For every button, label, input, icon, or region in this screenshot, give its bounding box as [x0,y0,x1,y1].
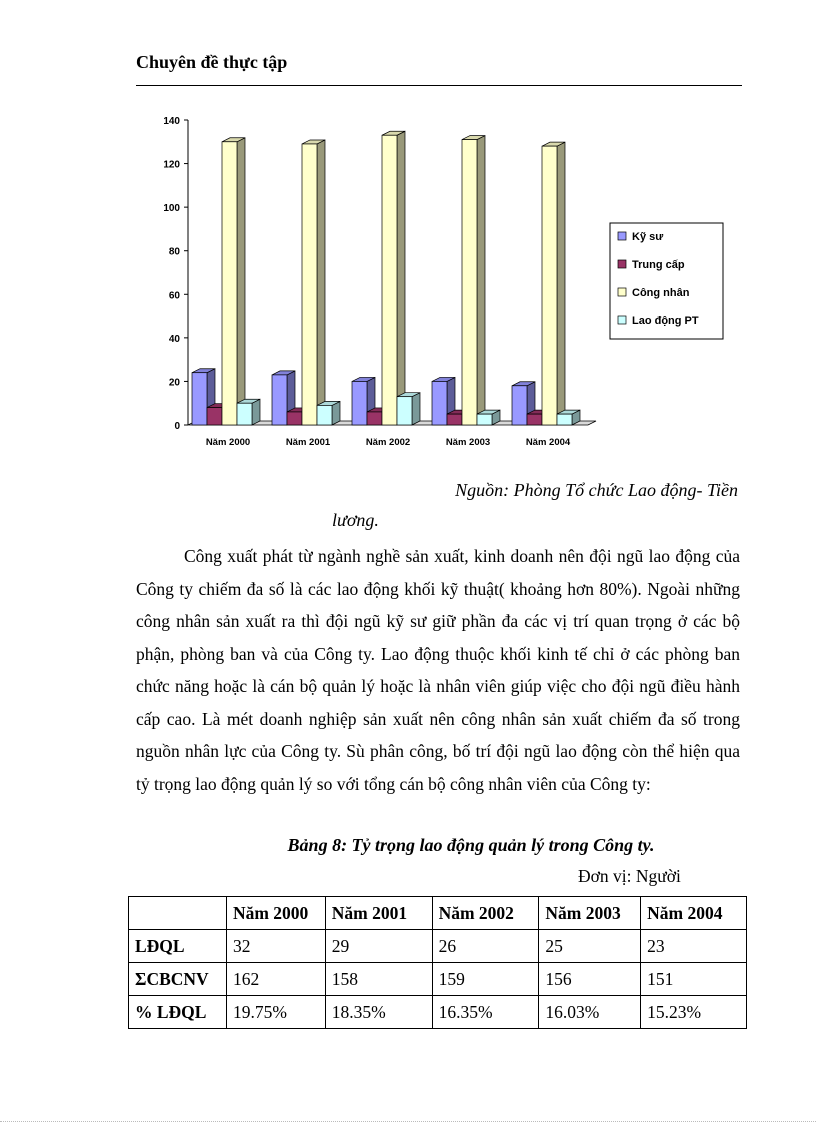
x-tick-label: Năm 2000 [205,437,251,448]
bar [287,412,302,425]
bar-side [557,142,565,425]
bar-side [237,138,245,425]
bar [397,397,412,425]
bar [512,386,527,425]
y-tick-label: 100 [163,203,180,215]
table-header-cell: Năm 2004 [641,897,747,930]
bar [222,142,237,425]
y-tick-label: 40 [168,333,180,345]
table-cell: 16.03% [539,996,641,1029]
table-header-cell: Năm 2003 [539,897,641,930]
bar-side [477,136,485,425]
table-cell: 29 [325,930,432,963]
table-cell: 16.35% [432,996,539,1029]
bar-side [317,140,325,425]
x-tick-label: Năm 2002 [365,437,411,448]
bar [367,412,382,425]
bar [352,381,367,425]
bar [192,373,207,425]
bar [477,414,492,425]
table-header-cell: Năm 2001 [325,897,432,930]
table-row-label: LĐQL [129,930,227,963]
bar [302,144,317,425]
bar-chart [150,105,740,470]
legend-swatch [618,316,626,324]
bar [272,375,287,425]
bar [432,381,447,425]
source-note-continued: lương. [332,510,379,530]
table-cell: 15.23% [641,996,747,1029]
legend-swatch [618,232,626,240]
table-cell: 18.35% [325,996,432,1029]
y-tick-label: 60 [168,290,180,302]
table-unit-note: Đơn vị: Người [578,866,681,886]
y-tick-label: 80 [168,246,180,258]
labor-table [128,896,747,1029]
x-tick-label: Năm 2001 [285,437,331,448]
y-tick-label: 0 [174,421,180,432]
table-cell: 156 [539,963,641,996]
legend-label: Công nhân [632,287,690,299]
bar-side [412,393,420,425]
legend-swatch [618,260,626,268]
table-cell: 25 [539,930,641,963]
bar [317,405,332,425]
table-row [129,930,747,963]
body-paragraph: Công xuất phát từ ngành nghề sản xuất, kinh doanh nên đội ngũ lao động của Công ty chiếm đa số là các lao động khối kỹ thuật( khoảng hơn 80%). Ngoài những công nhân sản xuất ra thì đội ngũ kỹ sư giữ phần đa các vị trí quan trọng ở các bộ phận, phòng ban và của Công ty. Lao động thuộc khối kinh tế chỉ ở các phòng ban chức năng hoặc là cán bộ quản lý hoặc là nhân viên giúp việc cho đội ngũ điều hành cấp cao. Là mét doanh nghiệp sản xuất nên công nhân sản xuất chiếm đa số trong nguồn nhân lực của Công ty. Sù phân công, bố trí đội ngũ lao động còn thể hiện qua tỷ trọng lao động quản lý so với tổng cán bộ công nhân viên của Công ty: [136,546,740,794]
table-row-label: % LĐQL [129,996,227,1029]
bar-side [397,131,405,425]
table-row [129,996,747,1029]
y-tick-label: 20 [168,377,180,389]
bar [542,146,557,425]
page-bottom-border [0,1121,816,1122]
bar [527,414,542,425]
table-cell: 151 [641,963,747,996]
bar [382,135,397,425]
table-cell: 19.75% [226,996,325,1029]
bar [237,403,252,425]
table-cell: 26 [432,930,539,963]
legend-label: Trung cấp [632,259,685,271]
table-row [129,963,747,996]
table-header-row [129,897,747,930]
x-tick-label: Năm 2004 [525,437,571,448]
bar [557,414,572,425]
legend-swatch [618,288,626,296]
legend-label: Kỹ sư [632,231,664,243]
table-header-cell [129,897,227,930]
bar-side [252,399,260,425]
table-header-cell: Năm 2000 [226,897,325,930]
table-header-cell: Năm 2002 [432,897,539,930]
bar [447,414,462,425]
table-cell: 159 [432,963,539,996]
page-header-title: Chuyên đề thực tập [136,52,288,72]
y-tick-label: 140 [163,116,180,127]
table-cell: 32 [226,930,325,963]
table-cell: 23 [641,930,747,963]
table-cell: 162 [226,963,325,996]
table-caption: Bảng 8: Tỷ trọng lao động quản lý trong Công ty. [287,835,655,855]
legend-label: Lao động PT [632,315,699,327]
bar [207,408,222,425]
header-divider [136,85,742,86]
x-tick-label: Năm 2003 [445,437,491,448]
table-row-label: ΣCBCNV [129,963,227,996]
source-note: Nguồn: Phòng Tổ chức Lao động- Tiền [455,480,738,500]
y-tick-label: 120 [163,159,180,171]
bar [462,140,477,425]
table-cell: 158 [325,963,432,996]
